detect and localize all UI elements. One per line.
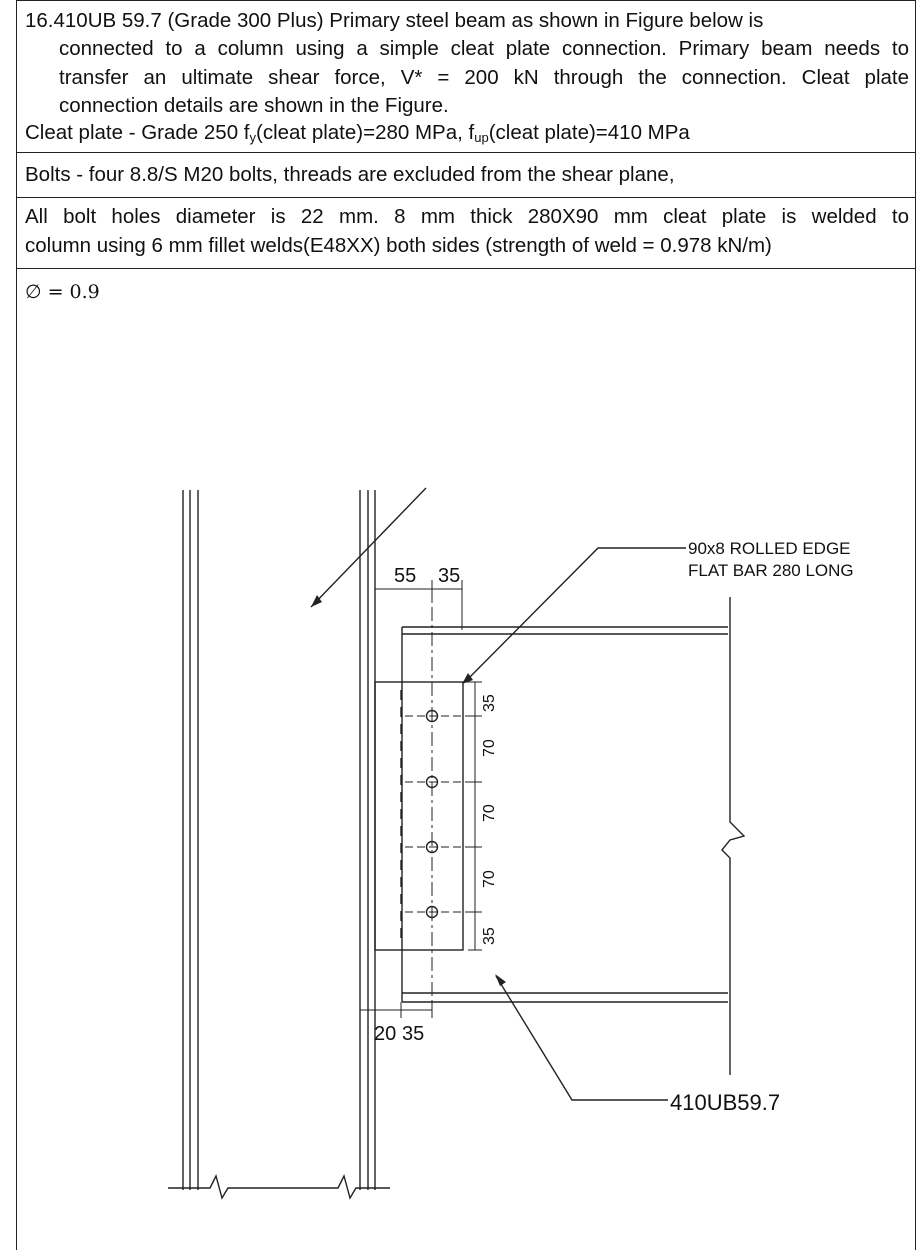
bolt-3 xyxy=(405,842,470,853)
bolt-2 xyxy=(405,777,470,788)
column-break-line xyxy=(168,1176,390,1198)
vdim-70-b-label: 70 xyxy=(481,804,498,822)
dim-35-bottom-label: 35 xyxy=(402,1023,425,1045)
dim-55-label: 55 xyxy=(394,565,417,587)
vdim-70-a-label: 70 xyxy=(481,739,498,757)
bolt-1 xyxy=(405,711,470,722)
question-line-3: transfer an ultimate shear force, V* = 200 kN through the connection. Cleat plate xyxy=(59,66,909,89)
plate-label-line-2: FLAT BAR 280 LONG xyxy=(688,561,854,580)
vertical-dimension-line xyxy=(468,682,482,950)
plate-leader-line xyxy=(465,548,686,682)
beam-label: 410UB59.7 xyxy=(670,1090,781,1115)
cleat-suffix: (cleat plate)=410 MPa xyxy=(488,121,690,144)
dim-20-label: 20 xyxy=(374,1023,397,1045)
holes-line-1: All bolt holes diameter is 22 mm. 8 mm thick 280X90 mm cleat plate is welded to xyxy=(25,205,909,228)
beam-arrowhead xyxy=(495,974,506,986)
plate-label-line-1: 90x8 ROLLED EDGE xyxy=(688,539,851,558)
beam-top-flange xyxy=(402,627,728,1002)
cleat-plate xyxy=(375,682,463,950)
beam-leader-line xyxy=(496,976,668,1100)
beam-break-line xyxy=(722,597,744,1075)
question-line-1: 16.410UB 59.7 (Grade 300 Plus) Primary steel beam as shown in Figure below is xyxy=(25,9,764,32)
dim-35-top-label: 35 xyxy=(438,565,461,587)
fup-subscript: up xyxy=(474,130,489,145)
question-line-2: connected to a column using a simple cleat plate connection. Primary beam needs to xyxy=(59,37,909,60)
vdim-35-top-label: 35 xyxy=(481,694,498,712)
beam-bottom-flange xyxy=(402,993,728,1002)
top-dimension-line xyxy=(375,580,462,630)
holes-line-2: column using 6 mm fillet welds(E48XX) both sides (strength of weld = 0.978 kN/m) xyxy=(25,234,772,257)
vdim-70-c-label: 70 xyxy=(481,870,498,888)
cleat-mid: (cleat plate)=280 MPa, f xyxy=(256,121,475,144)
phi-value: ∅ = 0.9 xyxy=(25,281,100,303)
fy-subscript: y xyxy=(249,130,256,145)
bottom-dimension-line xyxy=(360,1002,432,1018)
cleat-prefix: Cleat plate - Grade 250 f xyxy=(25,121,250,144)
bolts-spec: Bolts - four 8.8/S M20 bolts, threads are excluded from the shear plane, xyxy=(25,163,675,186)
vdim-35-bottom-label: 35 xyxy=(481,927,498,945)
column-outline xyxy=(183,490,375,1190)
bolt-4 xyxy=(405,907,470,918)
question-line-4: connection details are shown in the Figure. xyxy=(59,94,449,117)
